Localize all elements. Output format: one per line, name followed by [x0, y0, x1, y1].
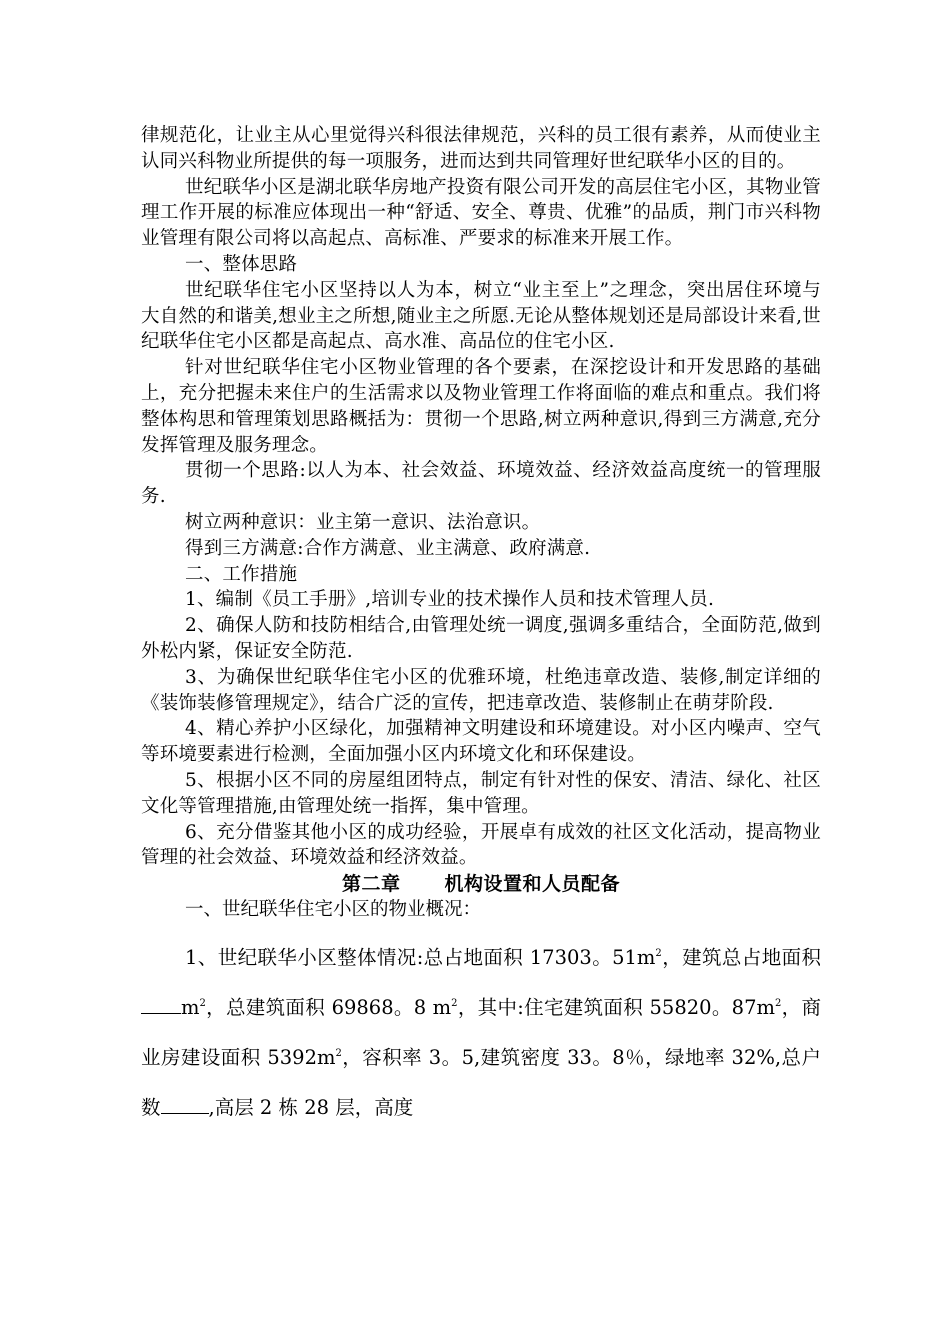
paragraph-three-satisfaction: 得到三方满意:合作方满意、业主满意、政府满意.	[185, 537, 591, 559]
measure-item: 4、精心养护小区绿化，加强精神文明建设和环境建设。对小区内噪声、空气等环境要素进行检测，全面加强小区内环境文化和环保建设。	[141, 718, 821, 766]
overview-block	[141, 933, 821, 1133]
paragraph-overall-idea: 世纪联华住宅小区坚持以人为本，树立“业主至上”之理念，突出居住环境与大自然的和谐美,想业主之所想,随业主之所愿.无论从整体规划还是局部设计来看,世纪联华住宅小区都是高起点、高水准、高品位的住宅小区.	[141, 279, 821, 353]
blank-fill-line	[161, 1093, 209, 1114]
measure-item: 5、根据小区不同的房屋组团特点，制定有针对性的保安、清洁、绿化、社区文化等管理措施,由管理处统一指挥，集中管理。	[141, 769, 821, 817]
paragraph-management-target: 针对世纪联华住宅小区物业管理的各个要素，在深挖设计和开发思路的基础上，充分把握未来住户的生活需求以及物业管理工作将面临的难点和重点。我们将整体构思和管理策划思路概括为：贯彻一个思路,树立两种意识,得到三方满意,充分发挥管理及服务理念。	[141, 357, 821, 456]
chapter-title: 机构设置和人员配备	[444, 873, 621, 896]
paragraph-two-awareness: 树立两种意识：业主第一意识、法治意识。	[185, 511, 541, 533]
document-body	[141, 123, 821, 1133]
measure-item: 2、确保人防和技防相结合,由管理处统一调度,强调多重结合，全面防范,做到外松内紧，保证安全防范.	[141, 615, 821, 662]
measure-item: 3、为确保世纪联华住宅小区的优雅环境，杜绝违章改造、装修,制定详细的《装饰装修管理规定》，结合广泛的宣传，把违章改造、装修制止在萌芽阶段.	[141, 666, 821, 714]
paragraph-one-idea: 贯彻一个思路:以人为本、社会效益、环境效益、经济效益高度统一的管理服务.	[141, 460, 821, 508]
chapter-number: 第二章	[341, 873, 401, 896]
blank-fill-line	[141, 993, 181, 1014]
paragraph-intro: 世纪联华小区是湖北联华房地产投资有限公司开发的高层住宅小区，其物业管理工作开展的标准应体现出一种“舒适、安全、尊贵、优雅”的品质，荆门市兴科物业管理有限公司将以高起点、高标准、严要求的标准来开展工作。	[141, 176, 821, 250]
section-heading-overall-idea: 一、整体思路	[185, 253, 298, 275]
subsection-heading: 一、世纪联华住宅小区的物业概况：	[185, 899, 482, 921]
chapter-heading	[141, 871, 821, 897]
section-heading-work-measures: 二、工作措施	[185, 563, 298, 585]
paragraph-continuation: 律规范化，让业主从心里觉得兴科很法律规范，兴科的员工很有素养，从而使业主认同兴科物业所提供的每一项服务，进而达到共同管理好世纪联华小区的目的。	[141, 125, 821, 172]
measure-item: 6、充分借鉴其他小区的成功经验，开展卓有成效的社区文化活动，提高物业管理的社会效益、环境效益和经济效益。	[141, 821, 821, 869]
text-block	[141, 123, 821, 871]
paragraph-site-overview: 1、世纪联华小区整体情况:总占地面积 17303。$51m^2$，建筑总占地面积$m^2$，总建筑面积 69868。8 $m^2$，其中:住宅建筑面积 55820。$87m^2$，商业房建设面积 $5392m^2$，容积率 3。5,建筑密度 33。8％，绿地率 32%,总户数 ,高层 2 栋 28 层，高度	[141, 946, 821, 1120]
measure-item: 1、编制《员工手册》,培训专业的技术操作人员和技术管理人员.	[185, 589, 715, 611]
